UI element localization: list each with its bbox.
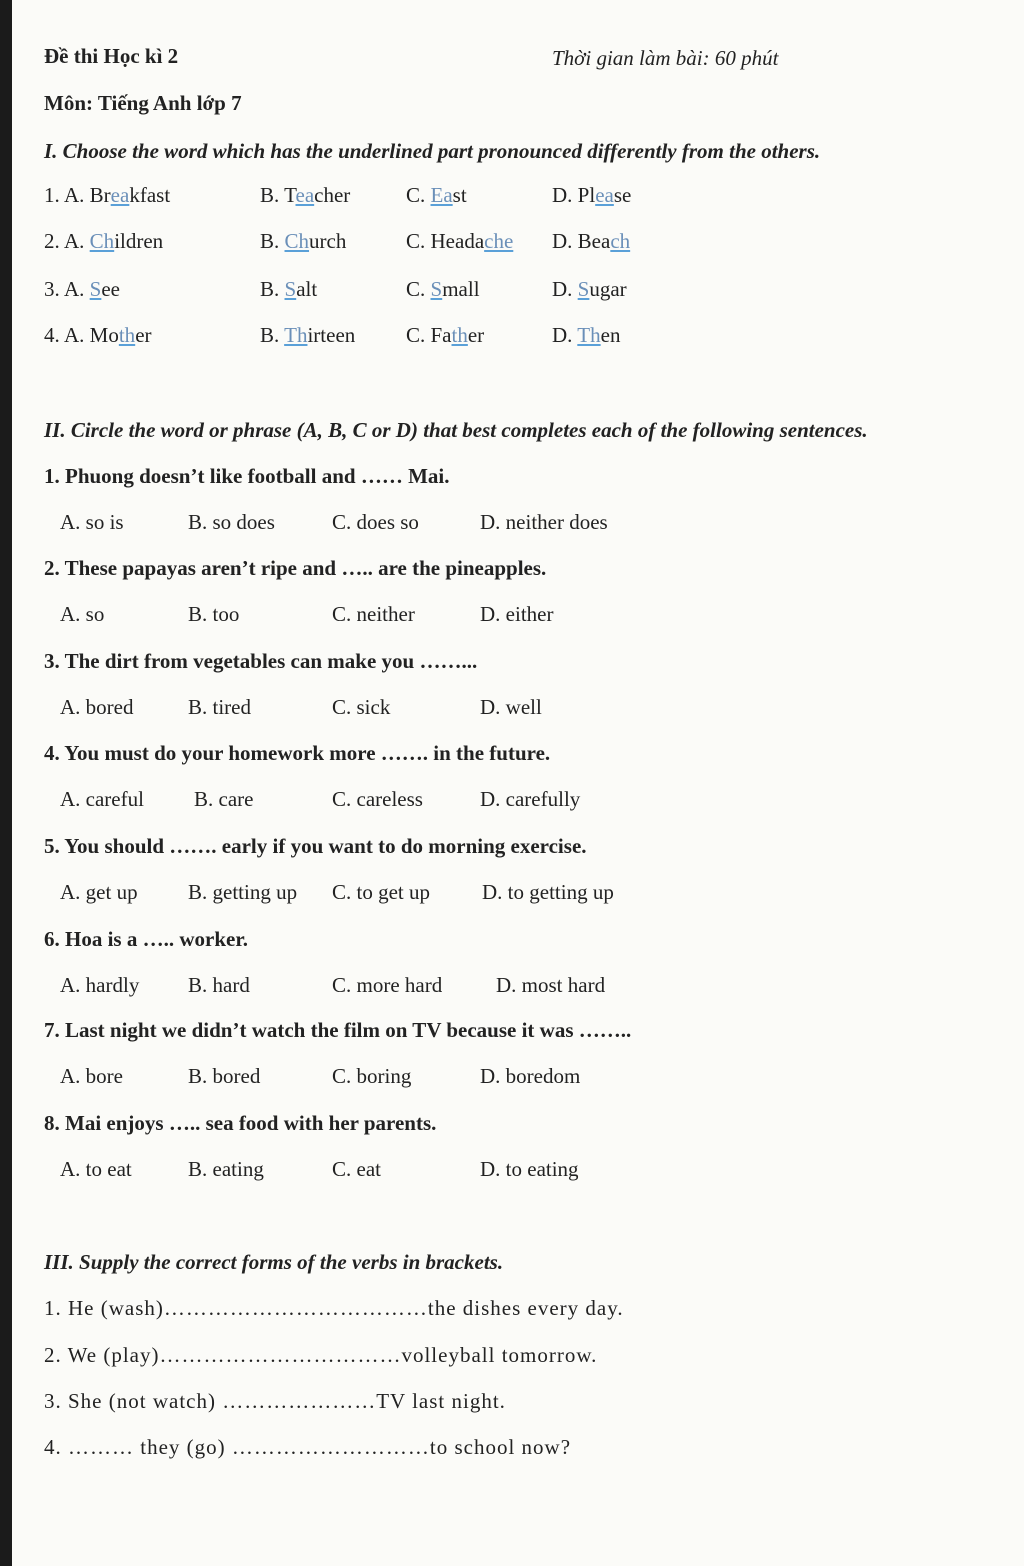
answer-option: C. eat	[332, 1157, 381, 1181]
underlined-part: S	[430, 277, 443, 301]
part1-heading: I. Choose the word which has the underlined part pronounced differently from the others.	[44, 139, 821, 163]
underlined-part: th	[451, 323, 468, 347]
answer-option: C. careless	[332, 787, 423, 811]
answer-option: C. more hard	[332, 973, 443, 997]
answer-option: C. East	[406, 183, 467, 207]
answer-option: D. most hard	[496, 973, 606, 997]
part2-heading: II. Circle the word or phrase (A, B, C or D) that best completes each of the following sentences.	[44, 418, 868, 442]
question-number: 2.	[44, 229, 60, 253]
underlined-part: th	[118, 323, 136, 347]
underlined-part: Th	[284, 323, 308, 347]
answer-option: B. Thirteen	[260, 323, 356, 347]
answer-option: A. bored	[60, 695, 134, 719]
answer-option: D. well	[480, 695, 542, 719]
underlined-part: ea	[110, 183, 130, 207]
underlined-part: ch	[610, 229, 631, 253]
underlined-part: Ea	[430, 183, 453, 207]
answer-option: D. carefully	[480, 787, 581, 811]
answer-option: B. getting up	[188, 880, 298, 904]
answer-option: B. Church	[260, 229, 347, 253]
answer-option: A. to eat	[60, 1157, 132, 1181]
answer-option: A. See	[64, 277, 121, 301]
answer-option: B. tired	[188, 695, 251, 719]
answer-option: A. hardly	[60, 973, 140, 997]
answer-option: D. to getting up	[482, 880, 614, 904]
underlined-part: Ch	[89, 229, 115, 253]
answer-option: C. neither	[332, 602, 415, 626]
answer-option: A. so	[60, 602, 105, 626]
answer-option: B. eating	[188, 1157, 264, 1181]
answer-option: D. Sugar	[552, 277, 627, 301]
question-number: 4.	[44, 323, 60, 347]
question-stem: 8. Mai enjoys ….. sea food with her parents.	[44, 1111, 437, 1135]
answer-option: B. too	[188, 602, 240, 626]
fill-in-item: 1. He (wash)………………………………the dishes every day.	[44, 1296, 624, 1320]
answer-option: D. Beach	[552, 229, 631, 253]
answer-option: A. Breakfast	[64, 183, 171, 207]
answer-option: A. Children	[64, 229, 164, 253]
answer-option: A. so is	[60, 510, 124, 534]
answer-option: D. either	[480, 602, 554, 626]
exam-title: Đề thi Học kì 2	[44, 44, 179, 68]
subject: Môn: Tiếng Anh lớp 7	[44, 91, 242, 115]
question-stem: 1. Phuong doesn’t like football and …… Mai.	[44, 464, 450, 488]
answer-option: A. get up	[60, 880, 138, 904]
answer-option: D. neither does	[480, 510, 608, 534]
underlined-part: ea	[295, 183, 315, 207]
answer-option: C. to get up	[332, 880, 430, 904]
answer-option: A. careful	[60, 787, 144, 811]
underlined-part: S	[284, 277, 297, 301]
question-stem: 6. Hoa is a ….. worker.	[44, 927, 248, 951]
fill-in-item: 3. She (not watch) …………………TV last night.	[44, 1389, 506, 1413]
underlined-part: che	[484, 229, 514, 253]
answer-option: C. Small	[406, 277, 480, 301]
question-stem: 3. The dirt from vegetables can make you ……...	[44, 649, 478, 673]
time-limit: Thời gian làm bài: 60 phút	[552, 46, 779, 70]
answer-option: D. Please	[552, 183, 632, 207]
answer-option: B. bored	[188, 1064, 261, 1088]
answer-option: B. care	[194, 787, 254, 811]
underlined-part: S	[89, 277, 102, 301]
fill-in-item: 2. We (play)……………………………volleyball tomorrow.	[44, 1343, 598, 1367]
answer-option: B. hard	[188, 973, 250, 997]
answer-option: A. Mother	[64, 323, 152, 347]
answer-option: D. Then	[552, 323, 621, 347]
question-stem: 5. You should ……. early if you want to do morning exercise.	[44, 834, 587, 858]
question-stem: 2. These papayas aren’t ripe and ….. are the pineapples.	[44, 556, 547, 580]
answer-option: C. boring	[332, 1064, 412, 1088]
underlined-part: ea	[595, 183, 614, 207]
answer-option: C. Father	[406, 323, 485, 347]
fill-in-item: 4. ……… they (go) ………………………to school now?	[44, 1435, 572, 1459]
underlined-part: Ch	[284, 229, 310, 253]
answer-option: D. boredom	[480, 1064, 581, 1088]
question-stem: 7. Last night we didn’t watch the film on TV because it was ……..	[44, 1018, 632, 1042]
part3-heading: III. Supply the correct forms of the verbs in brackets.	[44, 1250, 504, 1274]
question-stem: 4. You must do your homework more ……. in the future.	[44, 741, 551, 765]
answer-option: B. Salt	[260, 277, 318, 301]
answer-option: C. Headache	[406, 229, 514, 253]
underlined-part: Th	[577, 323, 601, 347]
answer-option: B. Teacher	[260, 183, 351, 207]
question-number: 1.	[44, 183, 60, 207]
answer-option: A. bore	[60, 1064, 123, 1088]
underlined-part: S	[577, 277, 590, 301]
answer-option: C. sick	[332, 695, 391, 719]
answer-option: B. so does	[188, 510, 275, 534]
answer-option: D. to eating	[480, 1157, 579, 1181]
answer-option: C. does so	[332, 510, 419, 534]
question-number: 3.	[44, 277, 60, 301]
exam-paper	[12, 0, 1024, 1566]
